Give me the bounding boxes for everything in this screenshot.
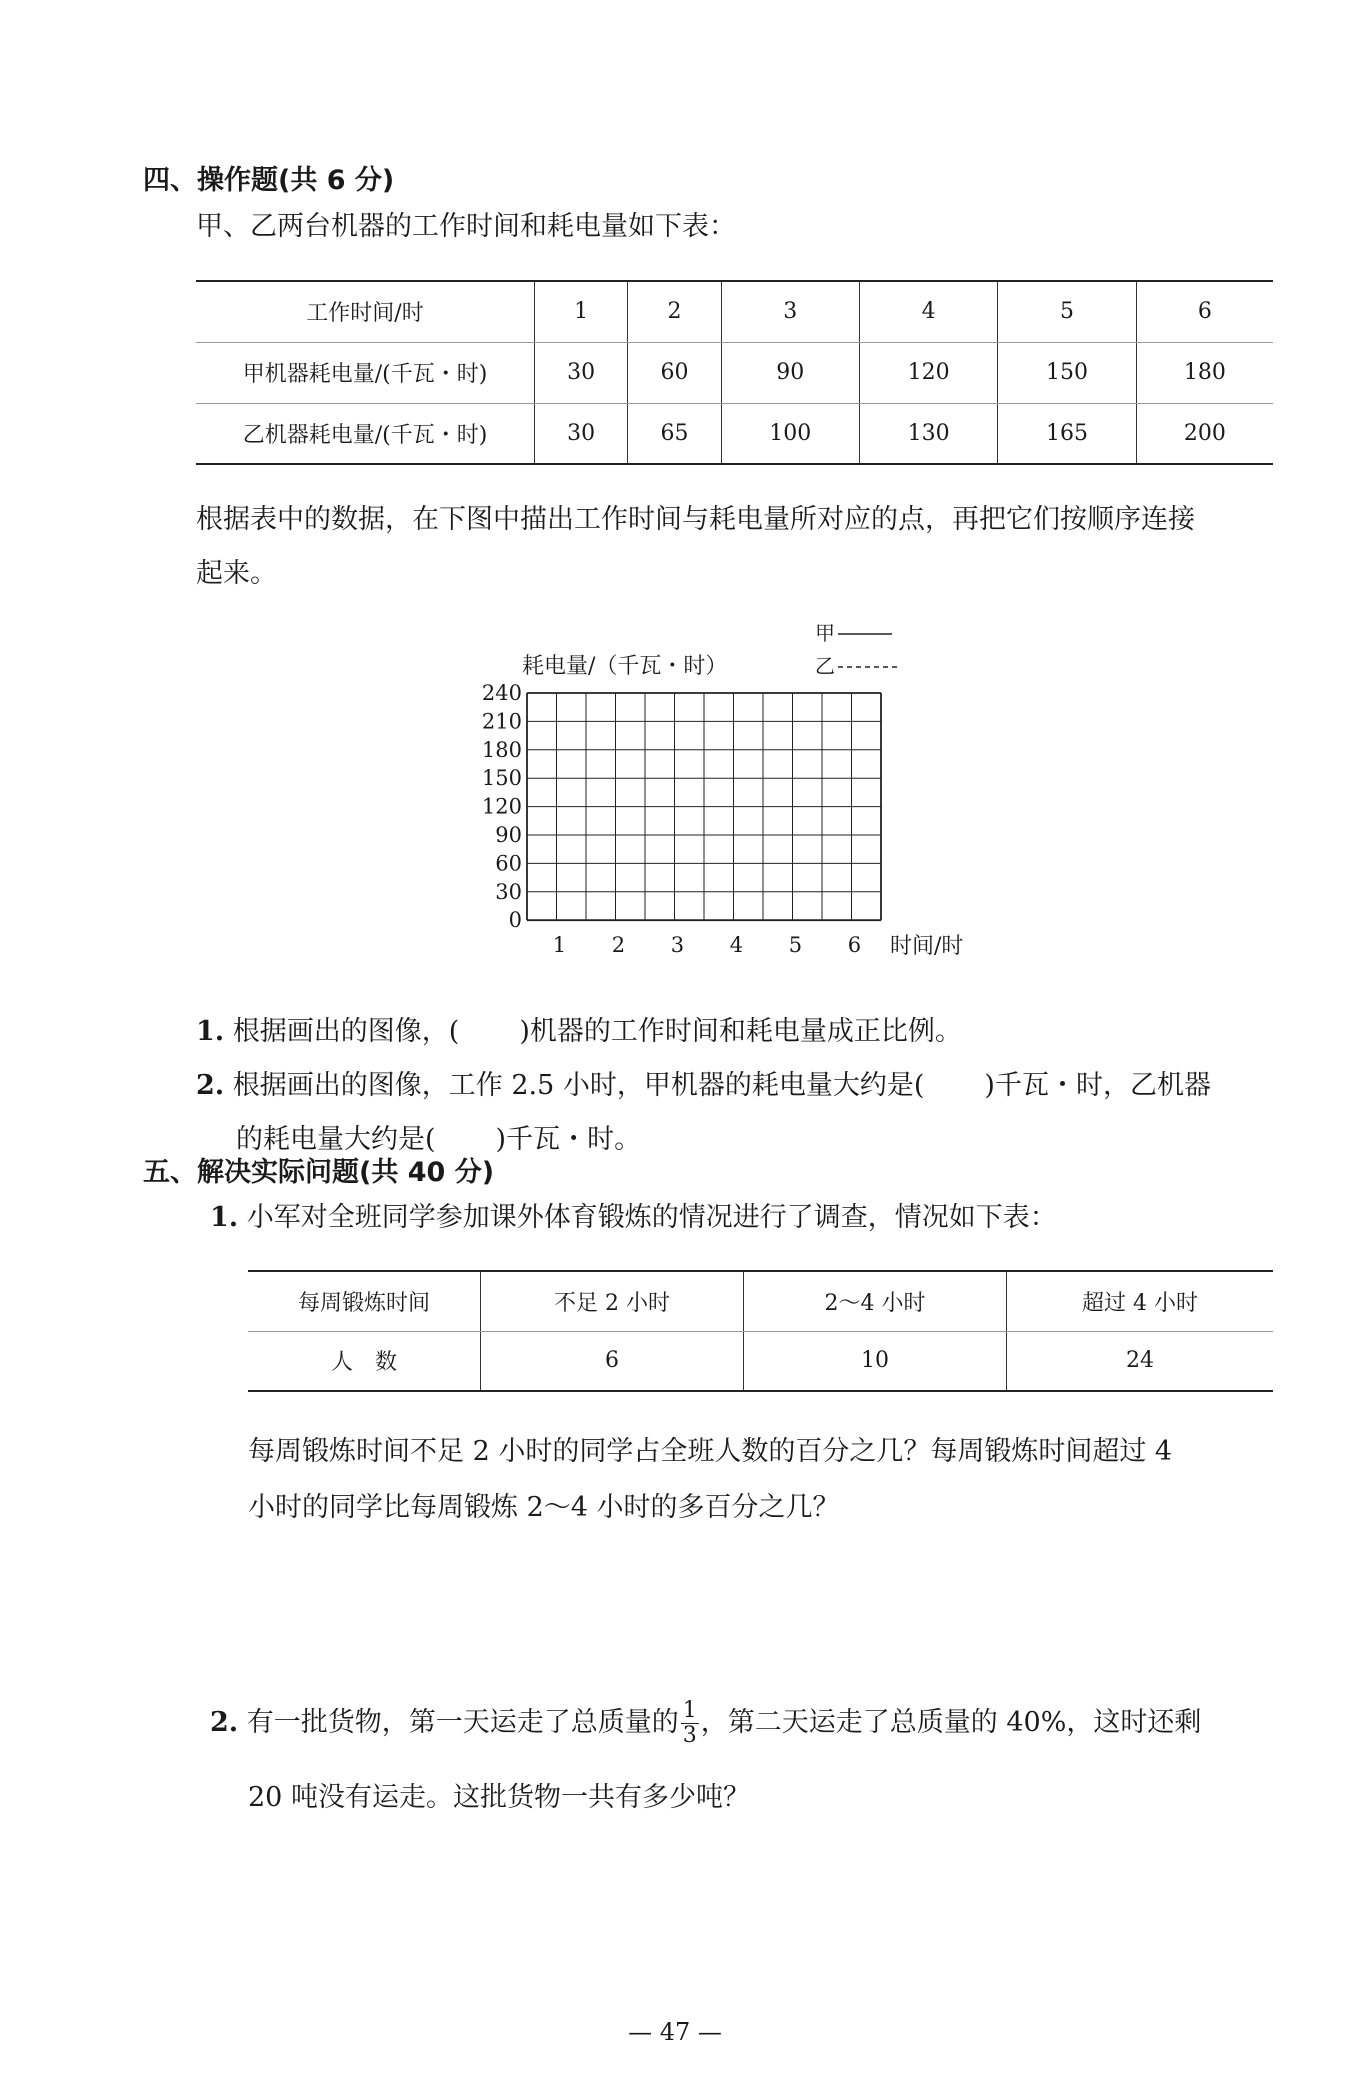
- table-cell: 6: [1136, 282, 1273, 342]
- x-tick-label: 5: [788, 933, 803, 958]
- instruction-line-2: 起来。: [196, 558, 277, 589]
- table-row: [196, 342, 1273, 403]
- page-number: — 47 —: [628, 2018, 722, 2046]
- x-tick-label: 1: [552, 933, 567, 958]
- y-tick-label: 180: [481, 737, 522, 762]
- question-text: )千瓦・时。: [495, 1124, 642, 1155]
- fraction-one-third: [681, 1699, 699, 1748]
- section5-problem-1: [210, 1190, 1057, 1246]
- section4-question-1: [196, 1004, 962, 1060]
- section5-problem-2: [210, 1695, 1201, 1751]
- table-cell: 180: [1136, 342, 1273, 403]
- problem-1-question-line-1: 每周锻炼时间不足 2 小时的同学占全班人数的百分之几？每周锻炼时间超过 4: [248, 1436, 1173, 1467]
- table-cell: 2～4 小时: [744, 1272, 1007, 1331]
- table-cell: 24: [1007, 1331, 1274, 1390]
- question-number: 1.: [210, 1202, 239, 1233]
- question-text: 根据画出的图像，工作 2.5 小时，甲机器的耗电量大约是(: [232, 1070, 925, 1101]
- question-text: )机器的工作时间和耗电量成正比例。: [519, 1016, 962, 1047]
- section5-heading: 五、解决实际问题(共 40 分): [143, 1157, 495, 1188]
- legend-yi-label: 乙: [815, 654, 835, 678]
- x-tick-label: 6: [847, 933, 862, 958]
- y-axis-label: 耗电量/（千瓦・时）: [522, 654, 728, 679]
- section4-intro: 甲、乙两台机器的工作时间和耗电量如下表：: [196, 211, 736, 242]
- table-cell: 4: [859, 282, 997, 342]
- table-cell: 165: [998, 403, 1136, 463]
- y-tick-label: 0: [508, 908, 522, 933]
- grid: [527, 693, 881, 920]
- table-cell: 10: [744, 1331, 1007, 1390]
- table-cell: 2: [628, 282, 721, 342]
- question-number: 1.: [196, 1016, 225, 1047]
- y-tick-label: 210: [481, 709, 522, 734]
- table-cell: 100: [721, 403, 859, 463]
- table-cell: 150: [998, 342, 1136, 403]
- exercise-table-header: [248, 1272, 1273, 1331]
- table-cell: 不足 2 小时: [481, 1272, 744, 1331]
- exercise-table: [248, 1270, 1273, 1392]
- question-number: 2.: [196, 1070, 225, 1101]
- table-cell: 超过 4 小时: [1007, 1272, 1274, 1331]
- table-cell: 65: [628, 403, 721, 463]
- table-cell: 90: [721, 342, 859, 403]
- question-text: )千瓦・时，乙机器: [984, 1070, 1211, 1101]
- table-cell: 每周锻炼时间: [248, 1272, 481, 1331]
- x-tick-label: 4: [729, 933, 744, 958]
- table-cell: 6: [481, 1331, 744, 1390]
- table-cell: 工作时间/时: [196, 282, 535, 342]
- y-tick-label: 240: [481, 681, 522, 705]
- table-cell: 30: [535, 342, 628, 403]
- x-tick-label: 3: [670, 933, 685, 958]
- table-cell: 60: [628, 342, 721, 403]
- machine-table-header: [196, 282, 1273, 342]
- section4-heading: 四、操作题(共 6 分): [143, 165, 395, 196]
- question-text: 有一批货物，第一天运走了总质量的: [246, 1707, 679, 1738]
- blank-grid-chart: [440, 610, 1000, 970]
- problem-1-question-line-2: 小时的同学比每周锻炼 2～4 小时的多百分之几？: [248, 1492, 840, 1523]
- fraction-denominator: 3: [682, 1723, 697, 1748]
- table-cell: 人 数: [330, 1350, 397, 1376]
- table-row: [248, 1331, 1273, 1390]
- table-cell: 120: [859, 342, 997, 403]
- legend-jia-label: 甲: [815, 621, 835, 645]
- y-tick-label: 150: [481, 766, 522, 791]
- fraction-numerator: 1: [682, 1698, 697, 1723]
- table-cell: 30: [535, 403, 628, 463]
- x-tick-label: 2: [611, 933, 626, 958]
- table-cell: 130: [859, 403, 997, 463]
- y-tick-label: 120: [481, 794, 522, 819]
- problem-2-line-2: 20 吨没有运走。这批货物一共有多少吨？: [248, 1782, 750, 1813]
- instruction-line-1: 根据表中的数据，在下图中描出工作时间与耗电量所对应的点，再把它们按顺序连接: [196, 504, 1195, 535]
- y-tick-label: 90: [495, 823, 522, 847]
- question-text: 小军对全班同学参加课外体育锻炼的情况进行了调查，情况如下表：: [246, 1202, 1057, 1233]
- question-text: ，第二天运走了总质量的 40%，这时还剩: [700, 1707, 1202, 1738]
- table-cell: 1: [535, 282, 628, 342]
- question-number: 2.: [210, 1707, 239, 1738]
- x-axis-label: 时间/时: [890, 934, 964, 959]
- question-text: 的耗电量大约是(: [236, 1124, 436, 1155]
- table-row: [196, 403, 1273, 463]
- table-cell: 3: [721, 282, 859, 342]
- table-cell: 200: [1136, 403, 1273, 463]
- y-tick-label: 60: [495, 851, 522, 876]
- table-cell: 乙机器耗电量/(千瓦・时): [242, 422, 488, 448]
- machine-table: [196, 280, 1273, 465]
- section4-question-2: [196, 1058, 1211, 1114]
- table-cell: 5: [998, 282, 1136, 342]
- question-text: 根据画出的图像，(: [232, 1016, 460, 1047]
- y-tick-label: 30: [495, 879, 522, 904]
- table-cell: 甲机器耗电量/(千瓦・时): [196, 342, 535, 403]
